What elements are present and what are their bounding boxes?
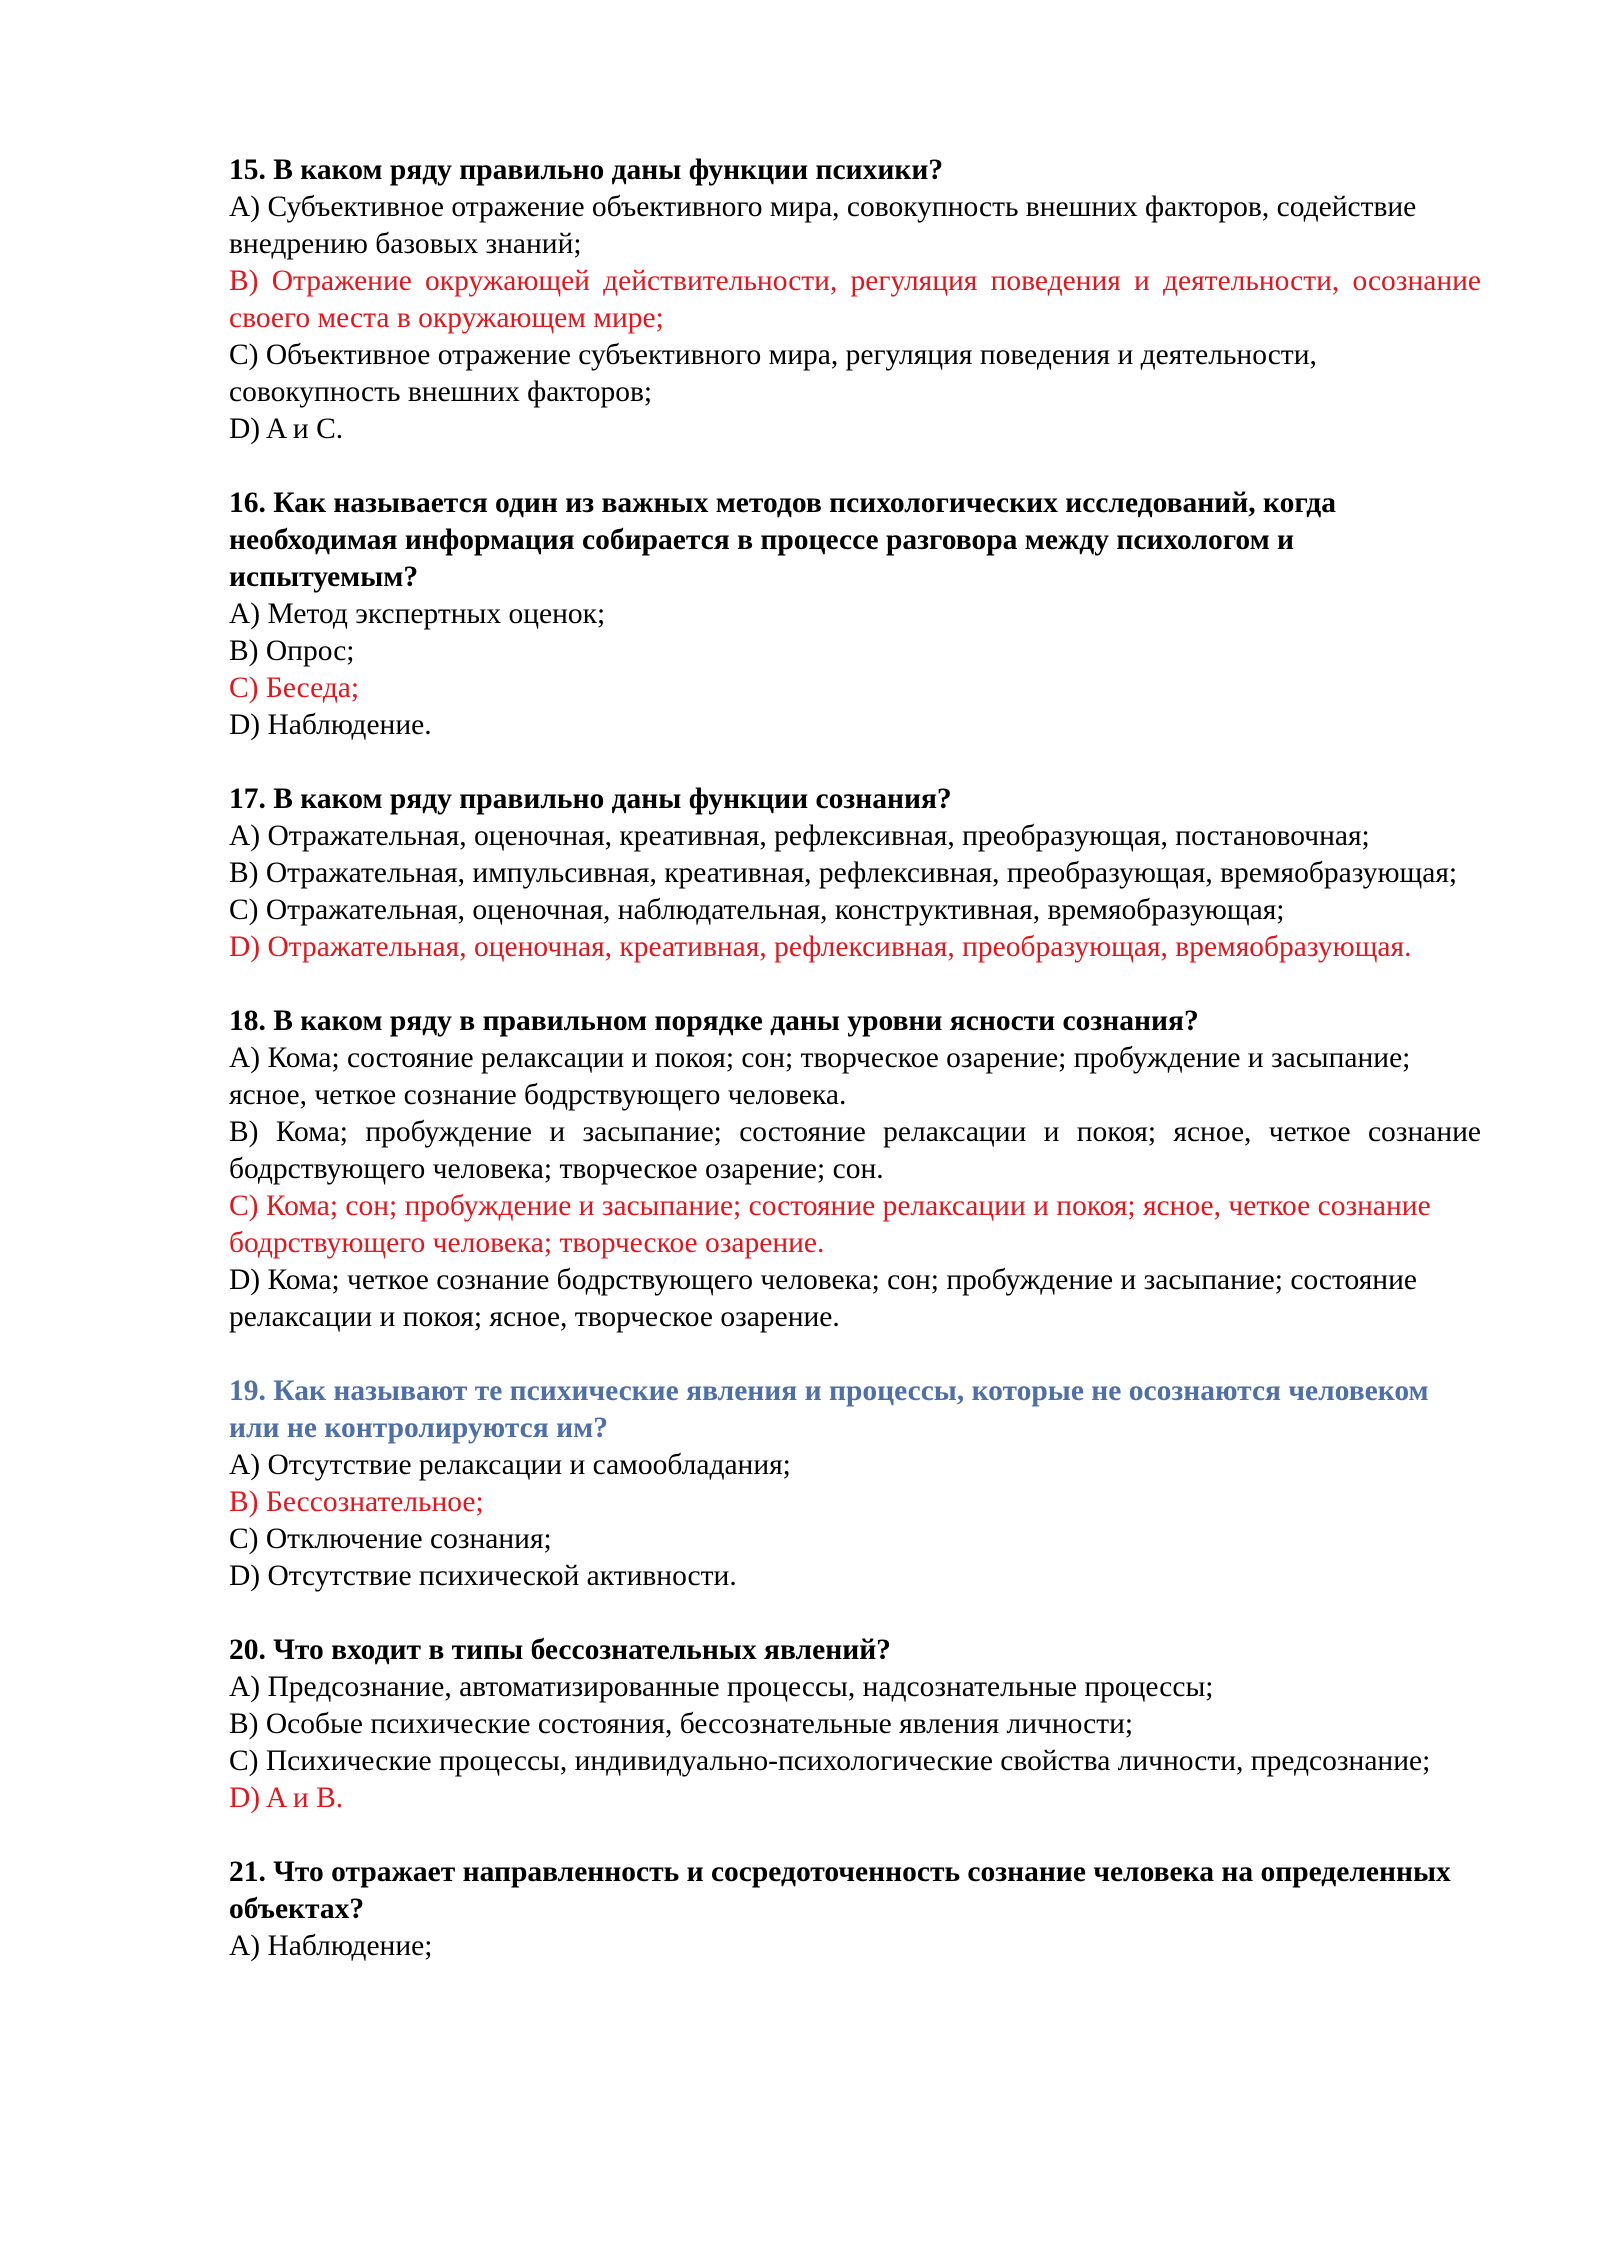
question-text: 19. Как называют те психические явления и процессы, которые не осознаются человеком или не контролируются им? [229,1375,1429,1444]
answer-c-correct: C) Беседа; [229,672,360,704]
answer-a: A) Субъективное отражение объективного мира, совокупность внешних факторов, содействие внедрению базовых знаний; [229,191,1417,260]
answer-d: D) Отсутствие психической активности. [229,1560,737,1592]
answer-b: B) Отражательная, импульсивная, креативная, рефлексивная, преобразующая, времяобразующая; [229,857,1458,889]
answer-a: A) Предсознание, автоматизированные процессы, надсознательные процессы; [229,1671,1214,1703]
answer-b: B) Особые психические состояния, бессознательные явления личности; [229,1708,1134,1740]
question-text: 17. В каком ряду правильно даны функции сознания? [229,783,952,815]
answer-a: A) Метод экспертных оценок; [229,598,606,630]
answer-b: B) Кома; пробуждение и засыпание; состояние релаксации и покоя; ясное, четкое сознание бодрствующего человека; творческое озарение; сон. [229,1116,1481,1185]
question-21 [229,1854,1481,1965]
question-text: 15. В каком ряду правильно даны функции психики? [229,154,944,186]
answer-c: C) Объективное отражение субъективного мира, регуляция поведения и деятельности, совокупность внешних факторов; [229,339,1317,408]
question-17 [229,781,1481,966]
answer-d-correct: D) A и B. [229,1782,344,1814]
question-16 [229,485,1481,744]
question-18 [229,1003,1481,1336]
answer-d: D) A и C. [229,413,344,445]
answer-b-correct: B) Отражение окружающей действительности, регуляция поведения и деятельности, осознание своего места в окружающем мире; [229,265,1481,334]
question-20 [229,1632,1481,1817]
document-page [229,152,1481,2002]
answer-d-correct: D) Отражательная, оценочная, креативная, рефлексивная, преобразующая, времяобразующая. [229,931,1412,963]
question-text: 18. В каком ряду в правильном порядке даны уровни ясности сознания? [229,1005,1199,1037]
question-text: 20. Что входит в типы бессознательных явлений? [229,1634,891,1666]
answer-d: D) Наблюдение. [229,709,432,741]
question-text: 16. Как называется один из важных методов психологических исследований, когда необходимая информация собирается в процессе разговора между психологом и испытуемым? [229,487,1336,593]
answer-b: B) Опрос; [229,635,355,667]
answer-a: A) Отражательная, оценочная, креативная, рефлексивная, преобразующая, постановочная; [229,820,1370,852]
answer-c: C) Отражательная, оценочная, наблюдательная, конструктивная, времяобразующая; [229,894,1285,926]
answer-c-correct: C) Кома; сон; пробуждение и засыпание; состояние релаксации и покоя; ясное, четкое сознание бодрствующего человека; творческое озарение. [229,1190,1431,1259]
answer-a: A) Кома; состояние релаксации и покоя; сон; творческое озарение; пробуждение и засыпание; ясное, четкое сознание бодрствующего человека. [229,1042,1411,1111]
answer-c: C) Психические процессы, индивидуально-психологические свойства личности, предсознание; [229,1745,1431,1777]
answer-b-correct: B) Бессознательное; [229,1486,484,1518]
answer-d: D) Кома; четкое сознание бодрствующего человека; сон; пробуждение и засыпание; состояние релаксации и покоя; ясное, творческое озарение. [229,1264,1417,1333]
answer-a: A) Наблюдение; [229,1930,433,1962]
question-19 [229,1373,1481,1595]
question-15 [229,152,1481,448]
answer-c: C) Отключение сознания; [229,1523,552,1555]
answer-a: A) Отсутствие релаксации и самообладания; [229,1449,791,1481]
question-text: 21. Что отражает направленность и сосредоточенность сознание человека на определенных объектах? [229,1856,1451,1925]
